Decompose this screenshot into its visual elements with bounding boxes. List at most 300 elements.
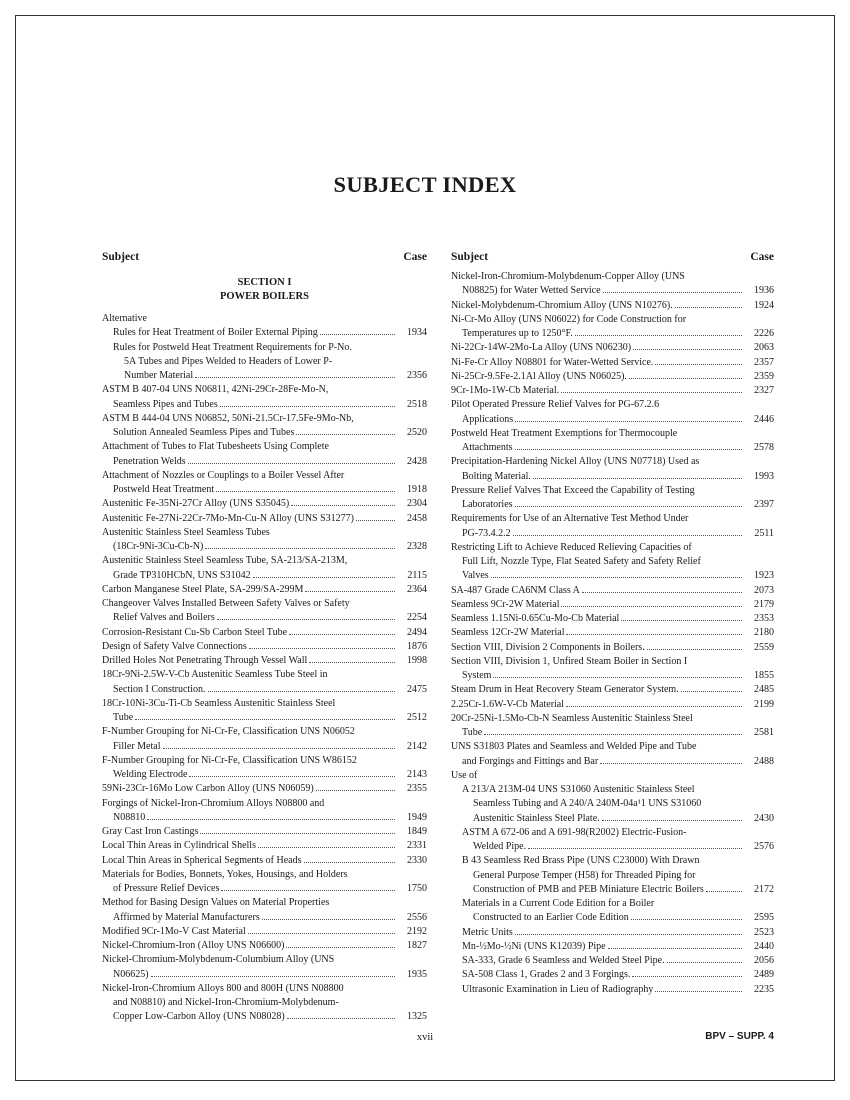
case-number: 1325 xyxy=(407,1011,427,1023)
index-entry xyxy=(451,313,774,342)
leader-dots xyxy=(286,939,395,948)
entry-subject-text: Filler Metal xyxy=(113,740,161,752)
entry-subject-text: B 43 Seamless Red Brass Pipe (UNS C23000) With Drawn xyxy=(462,855,700,867)
subject-header: Subject xyxy=(102,251,140,263)
index-entry xyxy=(451,427,774,456)
entry-subject-text: Gray Cast Iron Castings xyxy=(102,826,199,837)
case-number: 2328 xyxy=(407,541,427,552)
leader-dots xyxy=(515,498,742,507)
publication-code: BPV – SUPP. 4 xyxy=(705,1031,774,1042)
index-entry xyxy=(102,939,427,953)
case-number: 2581 xyxy=(754,727,774,738)
entry-subject-text: Forgings of Nickel-Iron-Chromium Alloys N08800 and xyxy=(102,797,325,809)
case-number: 2304 xyxy=(407,498,427,510)
entry-subject-text: Alternative xyxy=(102,313,147,324)
index-entry xyxy=(451,954,774,968)
entry-subject-text: Postweld Heat Treatment xyxy=(113,484,215,495)
leader-dots xyxy=(561,598,742,607)
page-number: xvii xyxy=(416,1032,434,1043)
right-entry-list xyxy=(451,270,774,997)
entry-subject-text: Local Thin Areas in Cylindrical Shells xyxy=(102,840,256,852)
entry-subject-text: Nickel-Chromium-Iron (Alloy UNS N06600) xyxy=(102,940,285,951)
leader-dots xyxy=(493,669,742,678)
entry-subject-text: N06625) xyxy=(113,968,149,980)
index-entry xyxy=(451,612,774,626)
case-number: 2179 xyxy=(754,598,774,610)
entry-subject-text: Postweld Heat Treatment Exemptions for Thermocouple xyxy=(451,427,678,439)
entry-subject-text: Tube xyxy=(113,712,134,723)
case-number: 1750 xyxy=(407,883,427,894)
index-entry xyxy=(102,825,427,839)
entry-subject-text: Seamless Pipes and Tubes xyxy=(113,398,218,410)
column-header xyxy=(451,250,774,264)
leader-dots xyxy=(304,854,396,863)
case-number: 2235 xyxy=(754,983,774,995)
case-number: 2397 xyxy=(754,499,774,510)
index-entry xyxy=(451,356,774,370)
leader-dots xyxy=(621,612,742,621)
index-entry xyxy=(451,641,774,655)
index-entry xyxy=(451,769,774,783)
case-number: 1936 xyxy=(754,285,774,297)
entry-subject-text: ASTM B 407-04 UNS N06811, 42Ni-29Cr-28Fe-Mo-N, xyxy=(102,384,329,396)
entry-subject-text: Number Material xyxy=(124,370,194,381)
leader-dots xyxy=(706,883,742,892)
entry-subject-text: and N08810) and Nickel-Iron-Chromium-Molybdenum- xyxy=(113,997,339,1008)
case-number: 2518 xyxy=(407,398,427,410)
entry-subject-text: N08810 xyxy=(113,811,146,823)
index-entry xyxy=(102,754,427,783)
leader-dots xyxy=(655,983,742,992)
entry-subject-text: Seamless Tubing and A 240/A 240M-04a¹1 UNS S31060 xyxy=(473,798,702,810)
leader-dots xyxy=(220,398,395,407)
index-entry xyxy=(102,583,427,597)
entry-subject-text: Pilot Operated Pressure Relief Valves for PG-67.2.6 xyxy=(451,399,660,411)
leader-dots xyxy=(632,968,742,977)
entry-subject-text: Steam Drum in Heat Recovery Steam Generator System. xyxy=(451,684,679,696)
case-number: 2143 xyxy=(407,769,427,780)
entry-subject-text: and Forgings and Fittings and Bar xyxy=(462,755,599,767)
case-number: 1923 xyxy=(754,570,774,582)
entry-subject-text: Use of xyxy=(451,769,478,781)
index-entry xyxy=(451,484,774,513)
index-entry xyxy=(451,826,774,855)
case-number: 2073 xyxy=(754,584,774,596)
entry-subject-text: Requirements for Use of an Alternative Test Method Under xyxy=(451,513,689,525)
leader-dots xyxy=(491,569,742,578)
entry-subject-text: Pressure Relief Valves That Exceed the Capability of Testing xyxy=(451,484,695,496)
case-number: 2556 xyxy=(407,911,427,923)
leader-dots xyxy=(216,483,395,492)
entry-subject-text: Nickel-Iron-Chromium-Molybdenum-Copper Alloy (UNS xyxy=(451,271,685,282)
index-entry xyxy=(102,953,427,982)
index-entry xyxy=(102,554,427,583)
leader-dots xyxy=(151,968,395,977)
leader-dots xyxy=(603,284,742,293)
case-number: 1876 xyxy=(407,640,427,652)
leader-dots xyxy=(356,512,395,521)
leader-dots xyxy=(515,441,742,450)
index-entry xyxy=(451,683,774,697)
leader-dots xyxy=(296,426,395,435)
entry-subject-text: Tube xyxy=(462,727,483,738)
entry-subject-text: Ni-25Cr-9.5Fe-2.1Al Alloy (UNS N06025). xyxy=(451,370,627,382)
leader-dots xyxy=(287,1010,395,1019)
case-number: 2440 xyxy=(754,940,774,952)
entry-subject-text: Copper Low-Carbon Alloy (UNS N08028) xyxy=(113,1011,285,1023)
index-entry xyxy=(451,512,774,541)
column-header xyxy=(102,250,427,264)
leader-dots xyxy=(305,583,395,592)
leader-dots xyxy=(533,470,742,479)
case-number: 1827 xyxy=(407,940,427,951)
index-entry xyxy=(102,896,427,925)
case-number: 2428 xyxy=(407,455,427,467)
entry-subject-text: Materials in a Current Code Edition for a Boiler xyxy=(462,898,655,909)
index-entry xyxy=(451,541,774,584)
leader-dots xyxy=(582,584,742,593)
entry-subject-text: Attachment of Tubes to Flat Tubesheets Using Complete xyxy=(102,441,329,453)
case-number: 2199 xyxy=(754,698,774,710)
entry-subject-text: ASTM A 672-06 and A 691-98(R2002) Electric-Fusion- xyxy=(462,826,687,838)
leader-dots xyxy=(258,839,395,848)
entry-subject-text: 18Cr-9Ni-2.5W-V-Cb Austenitic Seamless Tube Steel in xyxy=(102,669,328,681)
section-heading-number: SECTION I xyxy=(237,277,292,288)
entry-subject-text: Seamless 1.15Ni-0.65Cu-Mo-Cb Material xyxy=(451,613,620,624)
leader-dots xyxy=(513,527,742,536)
leader-dots xyxy=(200,825,395,834)
case-number: 1924 xyxy=(754,299,774,311)
case-number: 2192 xyxy=(407,925,427,937)
index-entry xyxy=(451,384,774,398)
leader-dots xyxy=(248,925,395,934)
case-number: 1998 xyxy=(407,655,427,666)
index-entry xyxy=(451,370,774,384)
leader-dots xyxy=(163,740,396,749)
leader-dots xyxy=(575,327,742,336)
entry-subject-text: Ultrasonic Examination in Lieu of Radiography xyxy=(462,983,654,995)
leader-dots xyxy=(515,926,742,935)
index-entry xyxy=(451,698,774,712)
entry-subject-text: Welding Electrode xyxy=(113,769,188,780)
case-header: Case xyxy=(750,251,774,263)
entry-subject-text: ASTM B 444-04 UNS N06852, 50Ni-21.5Cr-17.5Fe-9Mo-Nb, xyxy=(102,412,354,424)
leader-dots xyxy=(316,782,395,791)
index-entry xyxy=(451,299,774,313)
case-number: 2511 xyxy=(754,527,774,539)
leader-dots xyxy=(681,683,742,692)
entry-subject-text: Seamless 12Cr-2W Material xyxy=(451,627,565,639)
case-number: 2063 xyxy=(754,342,774,354)
entry-subject-text: Austenitic Stainless Steel Plate. xyxy=(473,812,600,824)
leader-dots xyxy=(647,641,742,650)
leader-dots xyxy=(262,911,395,920)
leader-dots xyxy=(249,640,395,649)
leader-dots xyxy=(205,540,395,549)
index-entry xyxy=(451,783,774,826)
entry-subject-text: Construction of PMB and PEB Miniature Electric Boilers xyxy=(473,883,704,895)
case-number: 2488 xyxy=(754,755,774,767)
entry-subject-text: Mn-½Mo-½Ni (UNS K12039) Pipe xyxy=(462,940,606,952)
leader-dots xyxy=(528,840,742,849)
index-entry xyxy=(451,968,774,982)
entry-subject-text: Drilled Holes Not Penetrating Through Vessel Wall xyxy=(102,655,308,666)
leader-dots xyxy=(566,626,742,635)
entry-subject-text: Seamless 9Cr-2W Material xyxy=(451,598,560,610)
index-entry xyxy=(102,512,427,526)
index-entry xyxy=(451,740,774,769)
entry-subject-text: F-Number Grouping for Ni-Cr-Fe, Classification UNS W86152 xyxy=(102,754,357,766)
entry-subject-text: Metric Units xyxy=(462,926,513,938)
case-number: 2512 xyxy=(407,712,427,723)
entry-subject-text: 18Cr-10Ni-3Cu-Ti-Cb Seamless Austenitic Stainless Steel xyxy=(102,697,336,709)
index-entry xyxy=(102,326,427,340)
entry-subject-text: Ni-Fe-Cr Alloy N08801 for Water-Wetted Service. xyxy=(451,356,654,368)
section-heading-name: POWER BOILERS xyxy=(220,291,309,302)
leader-dots xyxy=(309,654,395,663)
leader-dots xyxy=(208,683,396,692)
case-number: 2359 xyxy=(754,370,774,382)
index-entry xyxy=(451,940,774,954)
index-entry xyxy=(102,668,427,697)
index-entry xyxy=(102,854,427,868)
index-entry xyxy=(102,640,427,654)
index-entry xyxy=(451,926,774,940)
entry-subject-text: UNS S31803 Plates and Seamless and Welded Pipe and Tube xyxy=(451,741,697,753)
entry-subject-text: Section VIII, Division 2 Components in Boilers. xyxy=(451,641,645,653)
entry-subject-text: Changeover Valves Installed Between Safety Valves or Safety xyxy=(102,598,350,609)
case-number: 1934 xyxy=(407,327,427,339)
case-number: 2595 xyxy=(754,912,774,924)
entry-subject-text: General Purpose Temper (H58) for Threaded Piping for xyxy=(473,869,696,881)
entry-subject-text: Laboratories xyxy=(462,499,513,510)
index-entry xyxy=(451,626,774,640)
leader-dots xyxy=(633,341,742,350)
entry-subject-text: PG-73.4.2.2 xyxy=(462,527,511,539)
entry-subject-text: (18Cr-9Ni-3Cu-Cb-N) xyxy=(113,541,204,552)
entry-subject-text: Austenitic Fe-27Ni-22Cr-7Mo-Mn-Cu-N Alloy (UNS S31277) xyxy=(102,512,355,524)
entry-subject-text: Austenitic Fe-35Ni-27Cr Alloy (UNS S35045) xyxy=(102,498,290,510)
entry-subject-text: Ni-22Cr-14W-2Mo-La Alloy (UNS N06230) xyxy=(451,342,632,354)
index-entry xyxy=(102,868,427,897)
subject-header: Subject xyxy=(451,251,489,263)
entry-subject-text: 9Cr-1Mo-1W-Cb Material. xyxy=(451,385,560,396)
leader-dots xyxy=(291,497,395,506)
entry-subject-text: Attachments xyxy=(462,442,513,453)
case-number: 2520 xyxy=(407,427,427,438)
entry-subject-text: Section I Construction. xyxy=(113,683,206,695)
entry-subject-text: Affirmed by Material Manufacturers xyxy=(113,911,260,923)
case-number: 2494 xyxy=(407,626,427,638)
case-number: 2475 xyxy=(407,683,427,695)
entry-subject-text: System xyxy=(462,670,492,681)
index-entry xyxy=(102,469,427,498)
index-entry xyxy=(451,712,774,741)
index-entry xyxy=(451,598,774,612)
index-entry xyxy=(451,455,774,484)
leader-dots xyxy=(608,940,742,949)
leader-dots xyxy=(675,299,742,308)
leader-dots xyxy=(629,370,742,379)
case-number: 2330 xyxy=(407,854,427,866)
entry-subject-text: Rules for Postweld Heat Treatment Requirements for P-No. xyxy=(113,341,352,353)
index-entry xyxy=(451,854,774,897)
case-number: 2353 xyxy=(754,613,774,624)
leader-dots xyxy=(320,326,395,335)
case-number: 2331 xyxy=(407,840,427,852)
entry-subject-text: Applications xyxy=(462,413,514,425)
entry-subject-text: SA-487 Grade CA6NM Class A xyxy=(451,584,580,596)
case-number: 1949 xyxy=(407,811,427,823)
case-number: 2355 xyxy=(407,783,427,795)
entry-subject-text: SA-508 Class 1, Grades 2 and 3 Forgings. xyxy=(462,969,631,981)
index-entry xyxy=(102,982,427,1025)
entry-subject-text: Full Lift, Nozzle Type, Flat Seated Safety and Safety Relief xyxy=(462,556,701,567)
leader-dots xyxy=(655,356,742,365)
index-entry xyxy=(102,697,427,726)
leader-dots xyxy=(189,768,395,777)
case-number: 2489 xyxy=(754,969,774,981)
entry-subject-text: Nickel-Molybdenum-Chromium Alloy (UNS N10276). xyxy=(451,299,673,311)
entry-subject-text: Ni-Cr-Mo Alloy (UNS N06022) for Code Construction for xyxy=(451,313,687,325)
index-entry xyxy=(102,839,427,853)
case-number: 1849 xyxy=(407,826,427,837)
leader-dots xyxy=(217,611,395,620)
left-index-column xyxy=(102,250,427,1025)
entry-subject-text: Solution Annealed Seamless Pipes and Tubes xyxy=(113,427,295,438)
entry-subject-text: Method for Basing Design Values on Material Properties xyxy=(102,897,330,909)
entry-subject-text: of Pressure Relief Devices xyxy=(113,883,220,894)
case-number: 2578 xyxy=(754,442,774,453)
entry-subject-text: Nickel-Iron-Chromium Alloys 800 and 800H (UNS N08800 xyxy=(102,982,344,994)
index-entry xyxy=(102,797,427,826)
index-entry xyxy=(102,341,427,384)
index-entry xyxy=(102,383,427,412)
case-number: 2115 xyxy=(407,569,427,581)
index-entry xyxy=(102,526,427,555)
leader-dots xyxy=(561,384,742,393)
entry-subject-text: Welded Pipe. xyxy=(473,841,527,852)
case-number: 2523 xyxy=(754,926,774,938)
index-entry xyxy=(451,341,774,355)
leader-dots xyxy=(484,726,742,735)
entry-subject-text: Nickel-Chromium-Molybdenum-Columbium Alloy (UNS xyxy=(102,954,335,966)
case-number: 2254 xyxy=(407,612,427,624)
entry-subject-text: Constructed to an Earlier Code Edition xyxy=(473,912,629,924)
index-entry xyxy=(451,897,774,926)
case-number: 2172 xyxy=(754,883,774,895)
index-entry xyxy=(451,398,774,427)
entry-subject-text: Local Thin Areas in Spherical Segments of Heads xyxy=(102,854,302,866)
index-entry xyxy=(102,440,427,469)
entry-subject-text: Section VIII, Division 1, Unfired Steam Boiler in Section I xyxy=(451,655,688,667)
case-number: 1855 xyxy=(754,670,774,681)
entry-subject-text: Precipitation-Hardening Nickel Alloy (UNS N07718) Used as xyxy=(451,456,700,468)
entry-subject-text: Restricting Lift to Achieve Reduced Relieving Capacities of xyxy=(451,541,692,553)
index-entry xyxy=(102,782,427,796)
case-number: 2357 xyxy=(754,356,774,368)
entry-subject-text: A 213/A 213M-04 UNS S31060 Austenitic Stainless Steel xyxy=(462,784,695,795)
case-number: 1918 xyxy=(407,484,427,495)
index-entry xyxy=(451,655,774,684)
leader-dots xyxy=(221,882,395,891)
case-number: 2430 xyxy=(754,812,774,824)
entry-subject-text: Carbon Manganese Steel Plate, SA-299/SA-299M xyxy=(102,583,304,595)
leader-dots xyxy=(515,413,742,422)
case-number: 2226 xyxy=(754,328,774,339)
entry-subject-text: Design of Safety Valve Connections xyxy=(102,640,247,652)
case-number: 1935 xyxy=(407,968,427,980)
index-entry xyxy=(102,626,427,640)
page-title: SUBJECT INDEX xyxy=(333,172,517,197)
entry-subject-text: Bolting Material. xyxy=(462,470,531,482)
index-entry xyxy=(451,270,774,299)
case-number: 1993 xyxy=(754,470,774,482)
index-entry xyxy=(102,654,427,668)
index-entry xyxy=(102,497,427,511)
case-header: Case xyxy=(403,251,427,263)
entry-subject-text: 59Ni-23Cr-16Mo Low Carbon Alloy (UNS N06059) xyxy=(102,783,314,795)
entry-subject-text: Relief Valves and Boilers xyxy=(113,612,215,624)
index-entry xyxy=(102,925,427,939)
entry-subject-text: Grade TP310HCbN, UNS S31042 xyxy=(113,569,251,581)
leader-dots xyxy=(253,569,395,578)
case-number: 2458 xyxy=(407,512,427,524)
entry-subject-text: Austenitic Stainless Steel Seamless Tubes xyxy=(102,526,270,538)
leader-dots xyxy=(600,755,742,764)
case-number: 2356 xyxy=(407,370,427,381)
leader-dots xyxy=(631,911,742,920)
entry-subject-text: N08825) for Water Wetted Service xyxy=(462,285,601,297)
leader-dots xyxy=(135,711,395,720)
case-number: 2485 xyxy=(754,684,774,696)
entry-subject-text: Austenitic Stainless Steel Seamless Tube, SA-213/SA-213M, xyxy=(102,555,348,567)
right-index-column xyxy=(451,250,774,997)
case-number: 2142 xyxy=(407,740,427,752)
leader-dots xyxy=(602,812,742,821)
entry-subject-text: F-Number Grouping for Ni-Cr-Fe, Classification UNS N06052 xyxy=(102,726,355,738)
case-number: 2576 xyxy=(754,841,774,852)
entry-subject-text: Valves xyxy=(462,570,489,582)
left-entry-list xyxy=(102,312,427,1025)
entry-subject-text: 2.25Cr-1.6W-V-Cb Material xyxy=(451,698,565,710)
case-number: 2180 xyxy=(754,627,774,639)
leader-dots xyxy=(188,455,395,464)
index-entry xyxy=(102,597,427,626)
index-entry xyxy=(451,584,774,598)
entry-subject-text: Temperatures up to 1250°F. xyxy=(462,328,573,339)
case-number: 2056 xyxy=(754,955,774,966)
entry-subject-text: 20Cr-25Ni-1.5Mo-Cb-N Seamless Austenitic Stainless Steel xyxy=(451,712,693,724)
entry-subject-text: Rules for Heat Treatment of Boiler External Piping xyxy=(113,327,318,339)
entry-subject-text: Modified 9Cr-1Mo-V Cast Material xyxy=(102,925,246,937)
case-number: 2446 xyxy=(754,413,774,425)
leader-dots xyxy=(147,811,395,820)
case-number: 2559 xyxy=(754,641,774,653)
leader-dots xyxy=(667,954,742,963)
case-number: 2327 xyxy=(754,385,774,396)
entry-subject-text: 5A Tubes and Pipes Welded to Headers of Lower P- xyxy=(124,355,333,367)
entry-subject-text: SA-333, Grade 6 Seamless and Welded Steel Pipe. xyxy=(462,955,665,966)
leader-dots xyxy=(566,698,742,707)
leader-dots xyxy=(289,626,395,635)
entry-subject-text: Materials for Bodies, Bonnets, Yokes, Housings, and Holders xyxy=(102,868,348,880)
entry-subject-text: Penetration Welds xyxy=(113,455,186,467)
case-number: 2364 xyxy=(407,583,427,595)
index-entry xyxy=(451,983,774,997)
leader-dots xyxy=(195,369,395,378)
index-entry xyxy=(102,312,427,326)
